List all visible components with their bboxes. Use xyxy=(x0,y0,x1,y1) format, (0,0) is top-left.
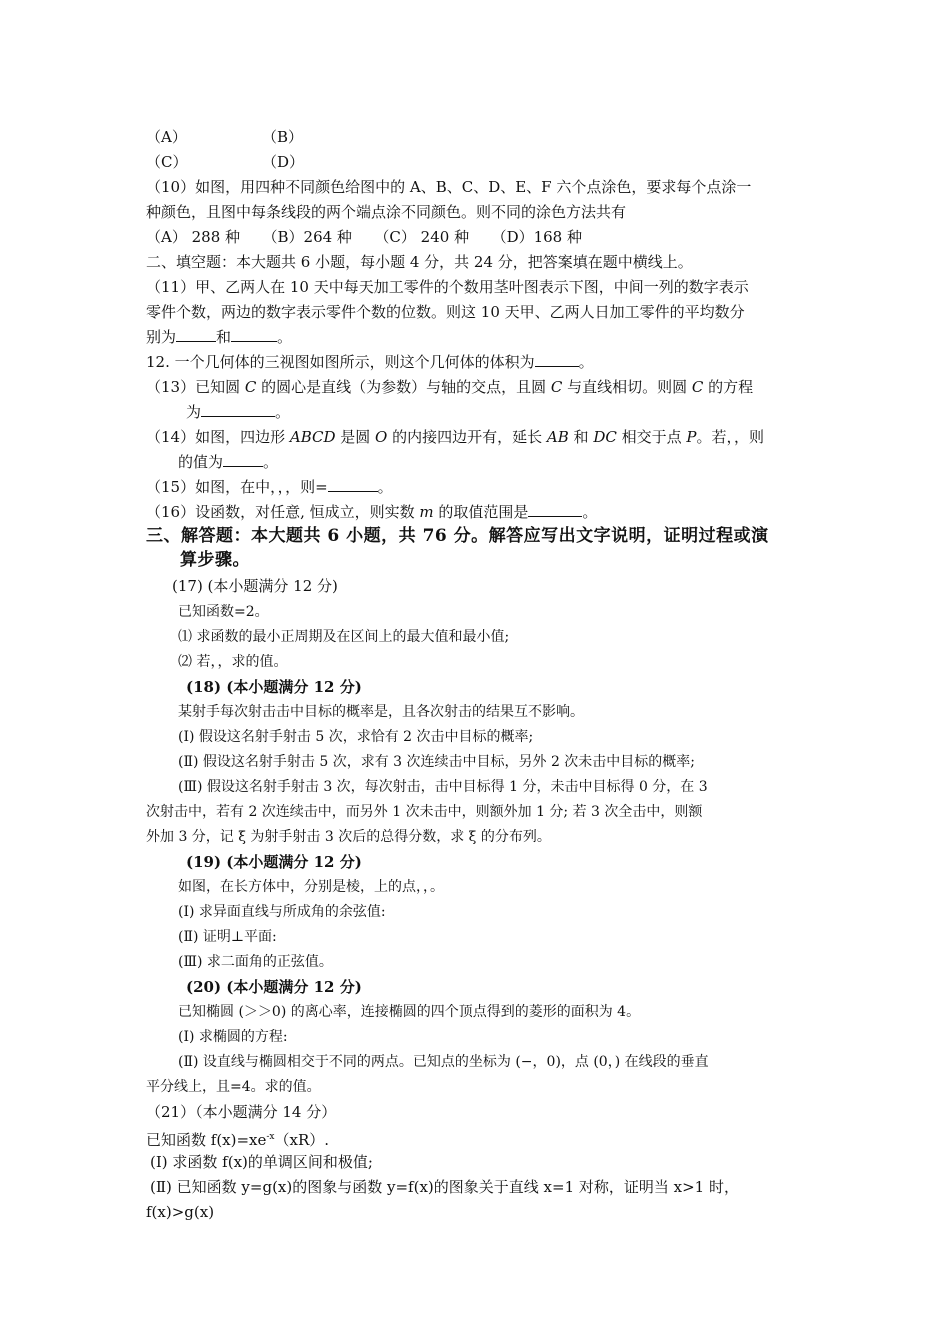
q14-text-e: 相交于点 xyxy=(616,428,687,446)
q18-line3: (Ⅱ) 假设这名射手射击 5 次，求有 3 次连续击中目标，另外 2 次未击中目标的概率; xyxy=(178,754,696,770)
q15-text: （15）如图，在中，，，则= xyxy=(146,478,328,496)
q13-line2 xyxy=(186,402,290,422)
q16-end: 。 xyxy=(582,503,598,521)
q12-text: 12. 一个几何体的三视图如图所示，则这个几何体的体积为 xyxy=(146,353,535,371)
q18-line1: 某射手每次射击击中目标的概率是，且各次射击的结果互不影响。 xyxy=(178,704,584,720)
q14-end: 。 xyxy=(263,453,279,471)
q16 xyxy=(146,502,597,522)
q14-text-f: 。若，，则 xyxy=(696,428,764,446)
q14-line1 xyxy=(146,427,764,447)
q21-line4: f(x)>g(x) xyxy=(146,1203,215,1221)
q14-text-c: 的内接四边开有，延长 xyxy=(387,428,547,446)
q14-text-a: （14）如图，四边形 xyxy=(146,428,290,446)
q13-end: 。 xyxy=(275,403,291,421)
q14-var-abcd: ABCD xyxy=(289,428,336,446)
q21-line2: (Ⅰ) 求函数 f(x)的单调区间和极值; xyxy=(150,1153,373,1171)
q19-line1: 如图，在长方体中，分别是棱，上的点，，。 xyxy=(178,879,444,895)
q11-blank-2[interactable] xyxy=(231,327,277,342)
q14-text-b: 是圆 xyxy=(335,428,376,446)
q11-line3 xyxy=(146,327,292,347)
q18-line5: 次射击中，若有 2 次连续击中，而另外 1 次未击中，则额外加 1 分; 若 3 次全击中，则额 xyxy=(146,804,703,820)
q18-line2: (Ⅰ) 假设这名射手射击 5 次，求恰有 2 次击中目标的概率; xyxy=(178,729,534,745)
q13-blank[interactable] xyxy=(201,402,275,417)
q20-line3: (Ⅱ) 设直线与椭圆相交于不同的两点。已知点的坐标为 (−，0)，点 (0，) 在线段的垂直 xyxy=(178,1054,709,1070)
q14-var-p: P xyxy=(686,428,697,446)
q20-line1: 已知椭圆 (＞＞0) 的离心率，连接椭圆的四个顶点得到的菱形的面积为 4。 xyxy=(178,1004,641,1020)
q18-line4: (Ⅲ) 假设这名射手射击 3 次，每次射击，击中目标得 1 分，未击中目标得 0 分，在 3 xyxy=(178,779,708,795)
q12-end: 。 xyxy=(578,353,594,371)
choice-c: （C） xyxy=(146,153,188,171)
q13-text-a: （13）已知圆 xyxy=(146,378,245,396)
section3-title-line2: 算步骤。 xyxy=(180,550,250,570)
q21-line1 xyxy=(146,1127,329,1150)
q15-blank[interactable] xyxy=(328,477,378,492)
q21-domain-text: （xR）. xyxy=(274,1131,330,1149)
q19-line2: (Ⅰ) 求异面直线与所成角的余弦值: xyxy=(178,904,386,920)
q17-line3: ⑵ 若，，求的值。 xyxy=(178,654,288,670)
q21-heading: （21）（本小题满分 14 分） xyxy=(146,1103,337,1121)
q13-var-c: C xyxy=(550,378,563,396)
q13-text-b: 的圆心是直线（为参数）与轴的交点，且圆 xyxy=(256,378,551,396)
q10-line1: （10）如图，用四种不同颜色给图中的 A、B、C、D、E、F 六个点涂色，要求每个点涂一 xyxy=(146,178,752,196)
q18-line6: 外加 3 分，记 ξ 为射手射击 3 次后的总得分数，求 ξ 的分布列。 xyxy=(146,829,551,845)
q16-blank[interactable] xyxy=(528,502,582,517)
q12-blank[interactable] xyxy=(535,352,579,367)
q20-heading: (20) (本小题满分 12 分) xyxy=(186,978,362,996)
q14-var-ab: AB xyxy=(546,428,569,446)
q11-text-b: 和 xyxy=(216,328,232,346)
section2-title: 二、填空题：本大题共 6 小题，每小题 4 分，共 24 分，把答案填在题中横线上。 xyxy=(146,253,693,271)
q13-line1 xyxy=(146,377,753,397)
choice-d: （D） xyxy=(262,153,305,171)
q20-line4: 平分线上，且=4。求的值。 xyxy=(146,1079,321,1095)
q11-text-c: 。 xyxy=(277,328,293,346)
q20-line2: (Ⅰ) 求椭圆的方程: xyxy=(178,1029,288,1045)
q14-var-dc: DC xyxy=(593,428,617,446)
q19-line4: (Ⅲ) 求二面角的正弦值。 xyxy=(178,954,333,970)
q11-line1: （11）甲、乙两人在 10 天中每天加工零件的个数用茎叶图表示下图，中间一列的数字表示 xyxy=(146,278,749,296)
q21-exponent: -x xyxy=(266,1132,275,1142)
q14-var-o: O xyxy=(375,428,388,446)
q15 xyxy=(146,477,393,497)
choice-a: （A） xyxy=(146,128,187,146)
q17-line2: ⑴ 求函数的最小正周期及在区间上的最大值和最小值; xyxy=(178,629,510,645)
section3-title-line1: 三、解答题：本大题共 6 小题，共 76 分。解答应写出文字说明，证明过程或演 xyxy=(146,526,769,546)
q13-var-c: C xyxy=(691,378,704,396)
q17-heading: (17) (本小题满分 12 分) xyxy=(172,577,338,595)
q14-line2 xyxy=(178,452,278,472)
q21-line3: (Ⅱ) 已知函数 y=g(x)的图象与函数 y=f(x)的图象关于直线 x=1 对称，证明当 x>1 时， xyxy=(150,1178,739,1196)
q10-options: （A） 288 种 （B）264 种 （C） 240 种 （D）168 种 xyxy=(146,228,582,246)
q21-func-text: 已知函数 f(x)=xe xyxy=(146,1131,267,1149)
choice-b: （B） xyxy=(262,128,304,146)
q13-text-e: 为 xyxy=(186,403,202,421)
q14-text-d: 和 xyxy=(568,428,594,446)
q11-blank-1[interactable] xyxy=(176,327,216,342)
q11-line2: 零件个数，两边的数字表示零件个数的位数。则这 10 天甲、乙两人日加工零件的平均数分 xyxy=(146,303,745,321)
q18-heading: (18) (本小题满分 12 分) xyxy=(186,678,362,696)
q15-end: 。 xyxy=(377,478,393,496)
q19-line3: (Ⅱ) 证明⊥平面: xyxy=(178,929,277,945)
q10-line2: 种颜色，且图中每条线段的两个端点涂不同颜色。则不同的涂色方法共有 xyxy=(146,203,627,221)
q16-text-a: （16）设函数，对任意, 恒成立，则实数 xyxy=(146,503,420,521)
q13-text-d: 的方程 xyxy=(703,378,754,396)
q12 xyxy=(146,352,594,372)
q14-blank[interactable] xyxy=(223,452,263,467)
q16-var-m: m xyxy=(419,503,434,521)
q13-var-c: C xyxy=(244,378,257,396)
q16-text-b: 的取值范围是 xyxy=(433,503,529,521)
q11-text-a: 别为 xyxy=(146,328,177,346)
q13-text-c: 与直线相切。则圆 xyxy=(562,378,692,396)
q14-text-g: 的值为 xyxy=(178,453,224,471)
q17-line1: 已知函数=2。 xyxy=(178,604,269,620)
q19-heading: (19) (本小题满分 12 分) xyxy=(186,853,362,871)
